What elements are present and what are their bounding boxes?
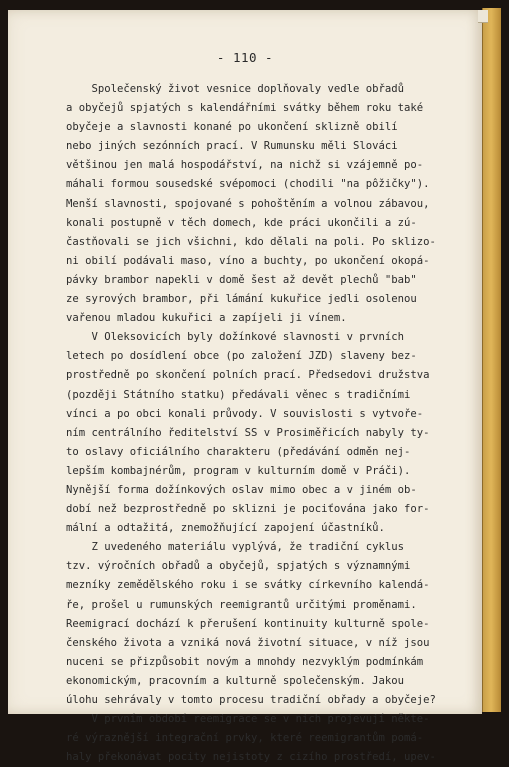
text-line: většinou jen malá hospodářství, na nichž si vzájemně po- [66, 159, 424, 172]
text-line: konali postupně v těch domech, kde práci ukončili a zú- [66, 216, 417, 229]
text-line: mezníky zemědělského roku i se svátky církevního kalendá- [66, 579, 430, 592]
text-line: prostředně po skončení polních prací. Předsedovi družstva [66, 369, 430, 382]
text-line: pávky brambor napekli v domě šest až devět plechů "bab" [66, 273, 417, 286]
text-line: a obyčejů spjatých s kalendářními svátky během roku také [66, 102, 424, 115]
text-line: mální a odtažitá, znemožňující zapojení účastníků. [66, 522, 385, 535]
text-line: dobí než bezprostředně po sklizni je pociťována jako for- [66, 503, 430, 516]
book-cover-edge [482, 8, 501, 712]
text-line: ním centrálního ředitelství SS v Prosiměřicích nabyly ty- [66, 426, 430, 439]
text-line: čenského života a vzniká nová životní situace, v níž jsou [66, 636, 430, 649]
page-corner [478, 10, 488, 23]
text-line: nuceni se přizpůsobit novým a mnohdy nezvyklým podmínkám [66, 655, 424, 668]
text-line: ré výraznější integrační prvky, které reemigrantům pomá- [66, 732, 424, 745]
text-line: V Oleksovicích byly dožínkové slavnosti v prvních [66, 331, 405, 344]
text-line: lepším kombajnérům, program v kulturním domě v Práči). [66, 464, 411, 477]
text-line: Menší slavnosti, spojované s pohoštěním a volnou zábavou, [66, 197, 430, 210]
text-line: letech po dosídlení obce (po založení JZD) slaveny bez- [66, 350, 417, 363]
text-line: V prvním období reemigrace se v nich projevují někte- [66, 713, 430, 726]
text-line: tzv. výročních obřadů a obyčejů, spjatých s významnými [66, 560, 411, 573]
text-line: častňovali se jich všichni, kdo dělali na poli. Po sklizo- [66, 235, 436, 248]
text-line: to oslavy oficiálního charakteru (předávání odměn nej- [66, 445, 411, 458]
text-line: Z uvedeného materiálu vyplývá, že tradiční cyklus [66, 541, 405, 554]
text-line: vínci a po obci konali průvody. V souvislosti s vytvoře- [66, 407, 424, 420]
text-line: ni obilí podávali maso, víno a buchty, po ukončení okopá- [66, 254, 430, 267]
text-line: obyčeje a slavnosti konané po ukončení sklizně obilí [66, 121, 398, 134]
text-line: ekonomickým, pracovním a kulturně společenským. Jakou [66, 674, 405, 687]
text-line: máhali formou sousedské svépomoci (chodili "na pôžičky"). [66, 178, 430, 191]
text-line: nebo jiných sezónních prací. V Rumunsku měli Slováci [66, 140, 398, 153]
document-page [8, 10, 482, 764]
text-line: Nynější forma dožínkových oslav mimo obec a v jiném ob- [66, 483, 417, 496]
text-line: Reemigrací dochází k přerušení kontinuity kulturně spole- [66, 617, 430, 630]
body-text [66, 80, 466, 767]
text-line: ze syrových brambor, při lámání kukuřice jedli osolenou [66, 293, 417, 306]
text-line: vařenou mladou kukuřici a zapíjeli ji vínem. [66, 312, 347, 325]
text-line: (později Státního statku) předávali věnec s tradičními [66, 388, 411, 401]
page-number: - 110 - [216, 50, 274, 65]
text-line: Společenský život vesnice doplňovaly vedle obřadů [66, 83, 405, 95]
text-line: ře, prošel u rumunských reemigrantů určitými proměnami. [66, 598, 417, 611]
text-line: úlohu sehrávaly v tomto procesu tradiční obřady a obyčeje? [66, 694, 436, 706]
text-line: haly překonávat pocity nejistoty z cizího prostředí, upev- [66, 751, 436, 764]
